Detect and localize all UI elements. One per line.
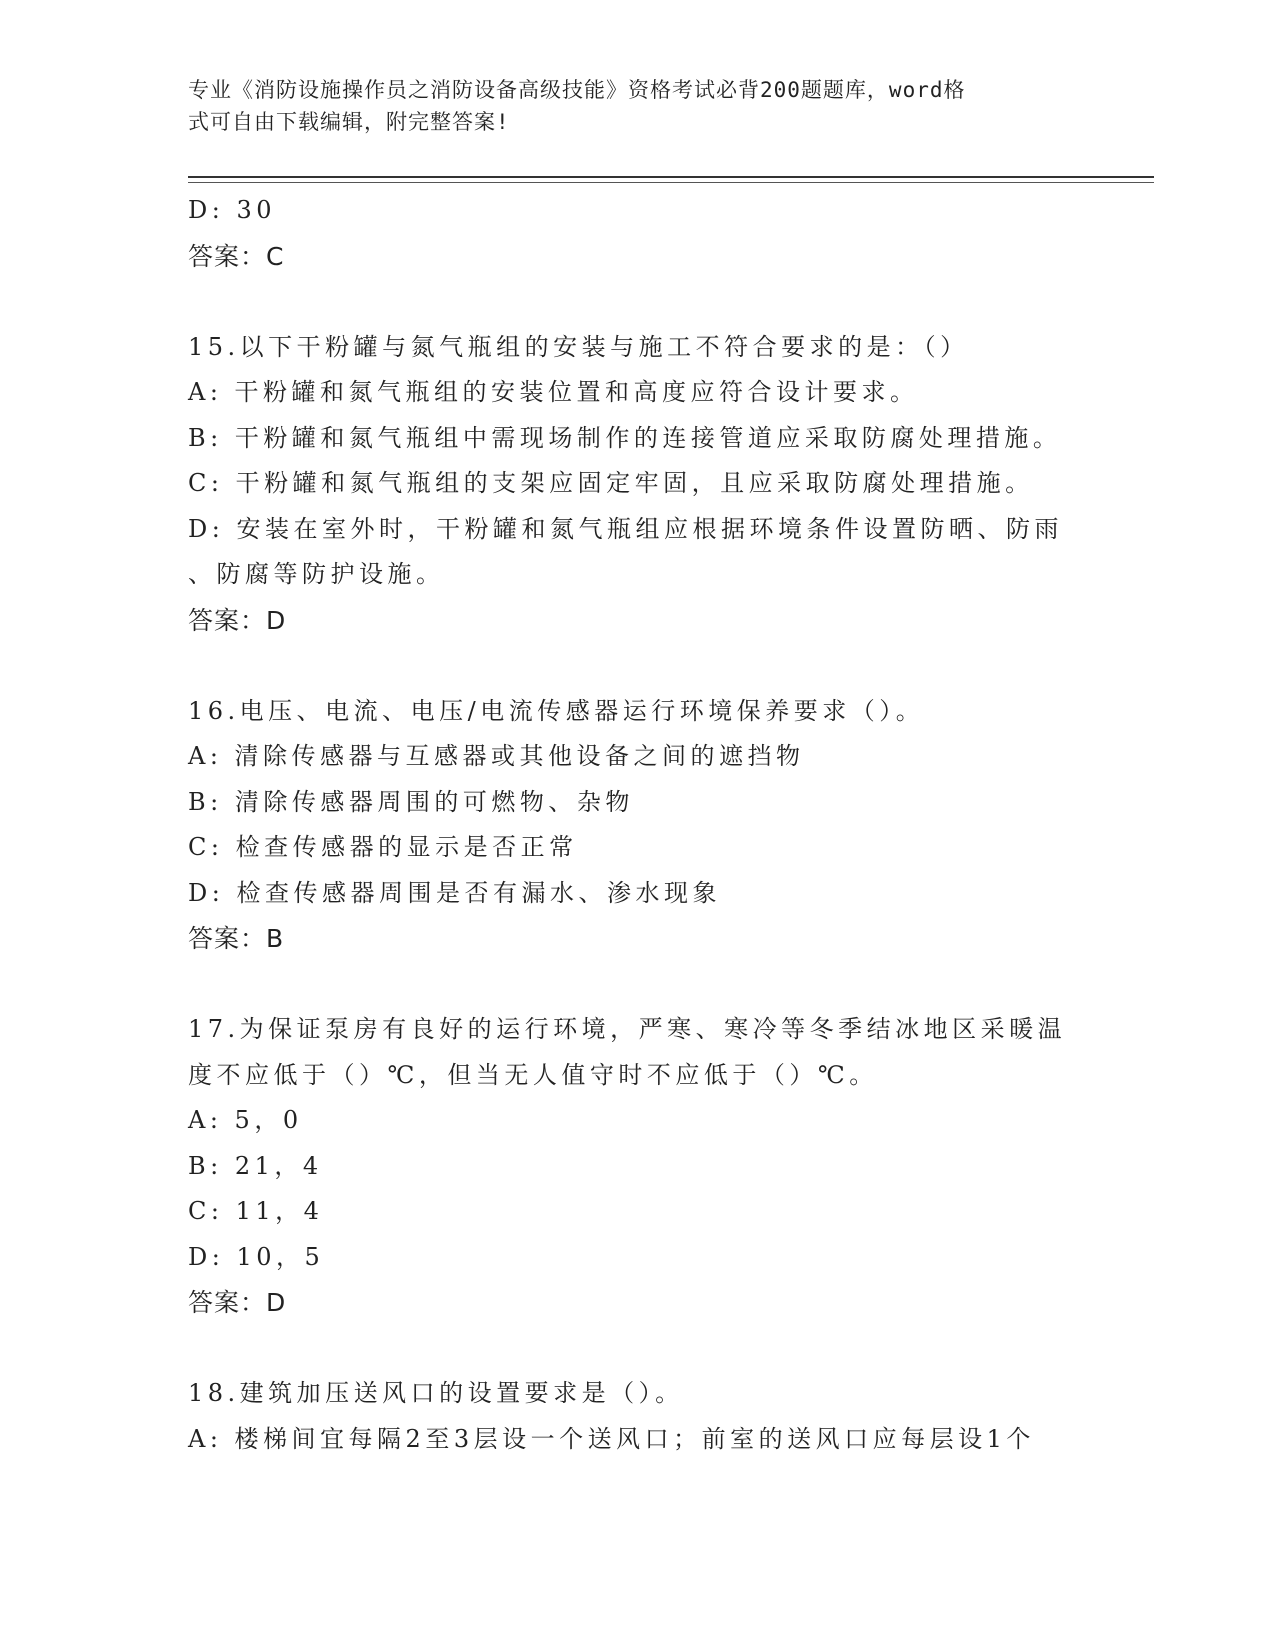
- option-a: A: 清除传感器与互感器或其他设备之间的遮挡物: [188, 742, 805, 770]
- option-d: D: 10，5: [188, 1242, 325, 1271]
- question-17: [188, 1007, 1088, 1326]
- header-line-2: 式可自由下载编辑，附完整答案!: [188, 110, 510, 134]
- answer-line: 答案：D: [188, 605, 287, 635]
- question-stem: 16.电压、电流、电压/电流传感器运行环境保养要求（）。: [188, 696, 925, 725]
- header-rule-thick: [188, 176, 1154, 178]
- header-line-1: 专业《消防设施操作员之消防设备高级技能》资格考试必背200题题库，word格: [188, 78, 966, 102]
- question-16: [188, 689, 1088, 962]
- option-c: C: 干粉罐和氮气瓶组的支架应固定牢固，且应采取防腐处理措施。: [188, 469, 1034, 497]
- spacer: [188, 1326, 1088, 1372]
- option-c: C: 检查传感器的显示是否正常: [188, 833, 578, 861]
- option-b: B: 21，4: [188, 1151, 323, 1180]
- spacer: [188, 643, 1088, 689]
- option-d-continued: 、防腐等防护设施。: [188, 560, 445, 588]
- answer-line: 答案：B: [188, 924, 285, 953]
- option-d: D: 30: [188, 196, 276, 224]
- option-a: A: 楼梯间宜每隔2至3层设一个送风口；前室的送风口应每层设1个: [188, 1424, 1035, 1453]
- question-stem: 15.以下干粉罐与氮气瓶组的安装与施工不符合要求的是：（）: [188, 332, 969, 361]
- option-c: C: 11，4: [188, 1197, 324, 1225]
- option-b: B: 清除传感器周围的可燃物、杂物: [188, 787, 634, 816]
- answer-line: 答案：D: [188, 1288, 287, 1317]
- header-rule-thin: [188, 182, 1154, 183]
- option-d: D: 安装在室外时，干粉罐和氮气瓶组应根据环境条件设置防晒、防雨: [188, 514, 1063, 543]
- answer-line: 答案：C: [188, 241, 285, 271]
- option-d: D: 检查传感器周围是否有漏水、渗水现象: [188, 878, 721, 907]
- question-stem-continued: 度不应低于（）℃，但当无人值守时不应低于（）℃。: [188, 1060, 878, 1089]
- question-18: [188, 1371, 1088, 1462]
- question-15: [188, 325, 1088, 644]
- question-stem: 18.建筑加压送风口的设置要求是（）。: [188, 1379, 684, 1407]
- spacer: [188, 962, 1088, 1008]
- question-stem: 17.为保证泵房有良好的运行环境，严寒、寒冷等冬季结冰地区采暖温: [188, 1015, 1067, 1043]
- spacer: [188, 279, 1088, 325]
- document-header: [188, 74, 1068, 138]
- question-14-tail: [188, 188, 1088, 279]
- option-b: B: 干粉罐和氮气瓶组中需现场制作的连接管道应采取防腐处理措施。: [188, 423, 1062, 452]
- question-list: [188, 188, 1088, 1462]
- option-a: A: 干粉罐和氮气瓶组的安装位置和高度应符合设计要求。: [188, 378, 919, 406]
- option-a: A: 5，0: [188, 1106, 303, 1134]
